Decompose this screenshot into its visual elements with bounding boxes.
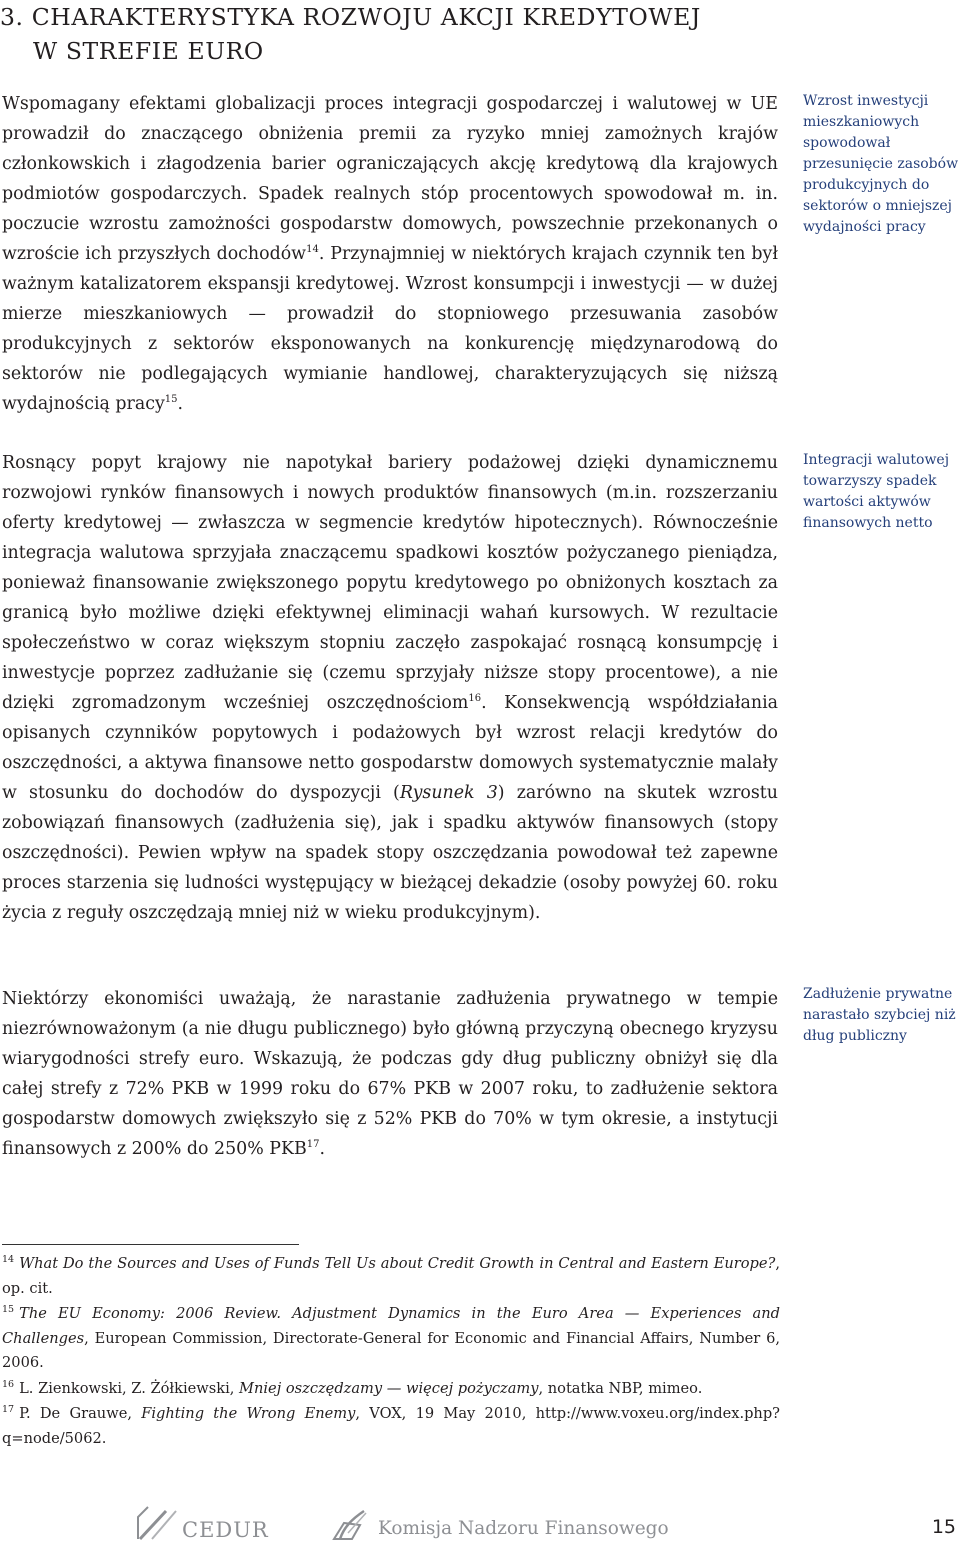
footnote-ref-15[interactable]: 15: [164, 394, 178, 405]
section-heading-line-2: W STREFIE EURO: [33, 37, 264, 65]
footnote-15: [2, 1302, 780, 1376]
footnote-title: Fighting the Wrong Enemy: [141, 1405, 356, 1422]
knf-logo-icon: [330, 1503, 370, 1545]
paragraph-text: .: [319, 1139, 325, 1159]
footnote-17: [2, 1402, 780, 1451]
footnote-16: [2, 1377, 780, 1402]
margin-note-3: Zadłużenie prywatne narastało szybciej niż dług publiczny: [803, 986, 956, 1044]
margin-note-2: Integracji walutowej towarzyszy spadek wartości aktywów finansowych netto: [803, 452, 950, 531]
footnote-title: The EU Economy: 2006 Review. Adjustment Dynamics in the Euro Area — Experiences and Challenges: [2, 1305, 780, 1347]
footnote-number: 15: [2, 1304, 15, 1315]
figure-reference[interactable]: Rysunek 3: [399, 783, 498, 803]
footnote-authors: P. De Grauwe,: [19, 1405, 142, 1422]
cedur-logo-text: CEDUR: [182, 1518, 269, 1542]
body-paragraph-2: [2, 448, 778, 928]
footnote-14: [2, 1252, 780, 1301]
paragraph-text: . Przynajmniej w niektórych krajach czynnik ten był ważnym katalizatorem ekspansji kredytowej. Wzrost konsumpcji i inwestycji — w dużej mierze mieszkaniowych — prowadził do stopniowego przesuwania zasobów produkcyjnych z sektorów eksponowanych na konkurencję międzynarodową do sektorów nie podlegających wymianie handlowej, charakteryzujących się niższą wydajnością pracy: [2, 244, 778, 414]
footnote-rest: , op. cit.: [2, 1255, 780, 1297]
footnote-title: What Do the Sources and Uses of Funds Tell Us about Credit Growth in Central and Eastern Europe?: [19, 1255, 776, 1272]
knf-logo-text: Komisja Nadzoru Finansowego: [378, 1518, 669, 1539]
footnote-ref-16[interactable]: 16: [468, 693, 482, 704]
section-heading-line-1: 3. CHARAKTERYSTYKA ROZWOJU AKCJI KREDYTOWEJ: [0, 3, 701, 31]
footnote-number: 17: [2, 1404, 15, 1415]
paragraph-text: Rosnący popyt krajowy nie napotykał bariery podażowej dzięki dynamicznemu rozwojowi rynków finansowych i nowych produktów finansowych (m.in. rozszerzaniu oferty kredytowej — zwłaszcza w segmencie kredytów hipotecznych). Równocześnie integracja walutowa sprzyjała znaczącemu spadkowi kosztów pożyczanego pieniądza, ponieważ finansowanie zwiększonego popytu kredytowego po obniżonych kosztach za granicą było możliwe dzięki efektywnej eliminacji wahań kursowych. W rezultacie społeczeństwo w coraz większym stopniu zaczęło zaspokajać rosnącą konsumpcję i inwestycje poprzez zadłużanie się (czemu sprzyjały niższe stopy procentowe), a nie dzięki zgromadzonym wcześniej oszczędnościom: [2, 453, 778, 713]
paragraph-text: . Konsekwencją współdziałania opisanych czynników popytowych i podażowych był wzrost relacji kredytów do oszczędności, a aktywa finansowe netto gospodarstw domowych systematycznie malały w stosunku do dochodów do dyspozycji (: [2, 693, 778, 803]
footnote-title: Mniej oszczędzamy — więcej pożyczamy: [239, 1380, 539, 1397]
footnote-ref-14[interactable]: 14: [306, 244, 319, 255]
paragraph-text: ) zarówno na skutek wzrostu zobowiązań finansowych (zadłużenia się), jak i spadku aktywów finansowych (stopy oszczędności). Pewien wpływ na spadek stopy oszczędzania powodował też zapewne proces starzenia się ludności występujący w bieżącej dekadzie (osoby powyżej 60. roku życia z reguły oszczędzają mniej niż w wieku produkcyjnym).: [2, 783, 778, 923]
footnote-rest: , European Commission, Directorate-General for Economic and Financial Affairs, Number 6, 2006.: [2, 1329, 780, 1371]
cedur-logo-icon: [136, 1503, 178, 1545]
page-footer: [0, 1500, 960, 1547]
paragraph-text: .: [177, 394, 184, 414]
body-paragraph-1: [2, 89, 778, 419]
section-heading: [0, 0, 701, 68]
paragraph-text: Wspomagany efektami globalizacji proces integracji gospodarczej i walutowej w UE prowadził do znaczącego obniżenia premii za ryzyko mniej zamożnych krajów członkowskich i złagodzenia barier ograniczających akcję kredytową dla krajowych podmiotów gospodarczych. Spadek realnych stóp procentowych spowodował m. in. poczucie wzrostu zamożności gospodarstw domowych, powszechnie przekonanych o wzroście ich przyszłych dochodów: [2, 94, 778, 264]
body-paragraph-3: [2, 984, 778, 1164]
footnote-number: 14: [2, 1254, 15, 1265]
paragraph-text: Niektórzy ekonomiści uważają, że narastanie zadłużenia prywatnego w tempie niezrównoważonym (a nie długu publicznego) było główną przyczyną obecnego kryzysu wiarygodności strefy euro. Wskazują, że podczas gdy dług publiczny obniżył się dla całej strefy z 72% PKB w 1999 roku do 67% PKB w 2007 roku, to zadłużenie sektora gospodarstw domowych zwiększyło się z 52% PKB do 70% w tym okresie, a instytucji finansowych z 200% do 250% PKB: [2, 989, 778, 1159]
page-number: 15: [931, 1516, 956, 1538]
footnote-rest: , VOX, 19 May 2010, http://www.voxeu.org/index.php?q=node/5062.: [2, 1405, 780, 1447]
footnote-rest: , notatka NBP, mimeo.: [538, 1380, 703, 1397]
footnote-authors: L. Zienkowski, Z. Żółkiewski,: [19, 1380, 240, 1397]
footnote-number: 16: [2, 1379, 15, 1390]
footnote-ref-17[interactable]: 17: [306, 1139, 320, 1150]
footnote-divider: [2, 1244, 299, 1245]
margin-note-1: Wzrost inwestycji mieszkaniowych spowodował przesunięcie zasobów produkcyjnych do sektorów o mniejszej wydajności pracy: [803, 93, 959, 235]
